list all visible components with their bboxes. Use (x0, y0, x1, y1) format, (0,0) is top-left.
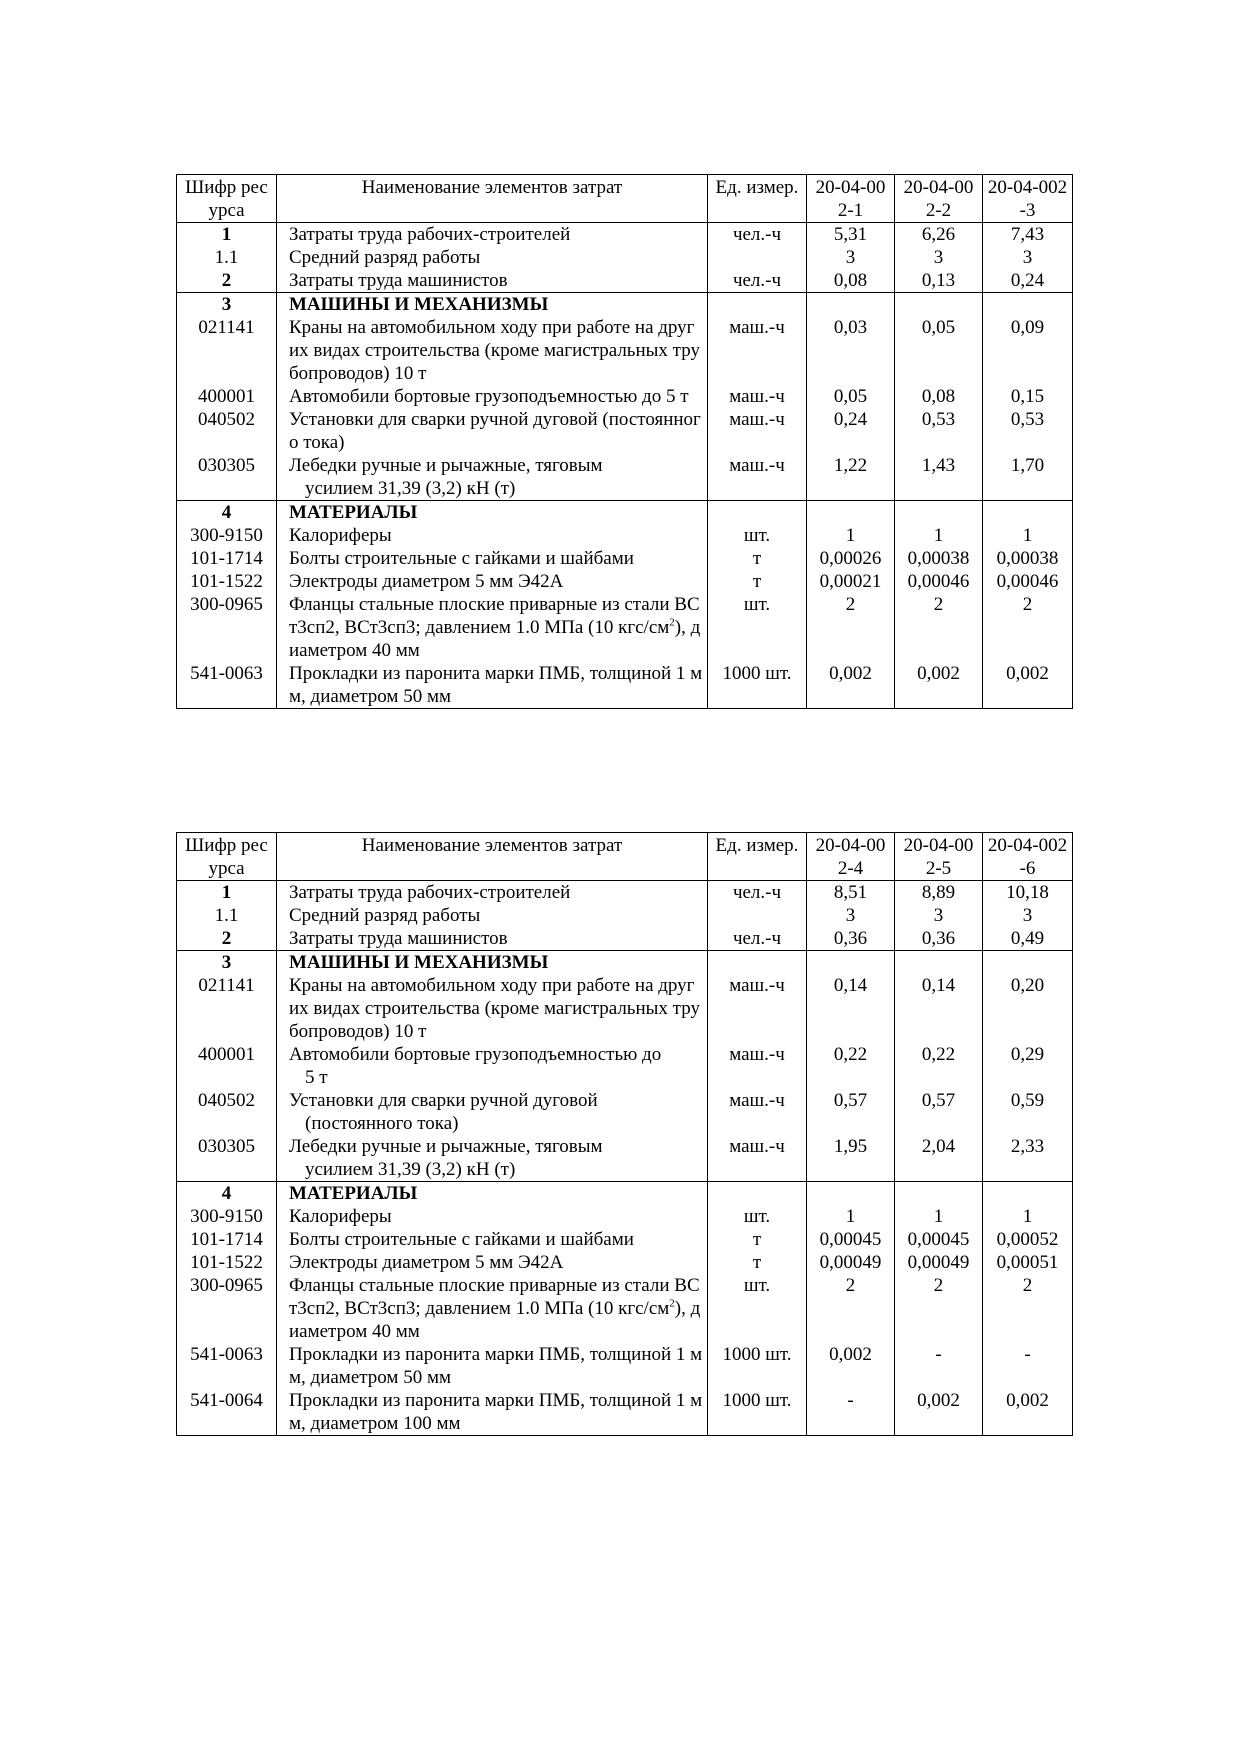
resource-code: 101-1714 (177, 547, 277, 570)
resource-name-text: МАШИНЫ И МЕХАНИЗМЫ (289, 952, 549, 973)
unit-cell: маш.-ч (708, 1135, 807, 1182)
table-row (177, 293, 1073, 317)
resource-code: 4 (177, 501, 277, 525)
row-group (177, 293, 1073, 501)
value-cell: 0,53 (895, 408, 983, 454)
value-cell: 0,14 (895, 974, 983, 1043)
resource-code: 021141 (177, 974, 277, 1043)
resource-name (277, 524, 708, 547)
resource-name (277, 501, 708, 525)
value-cell: 0,002 (895, 662, 983, 709)
resource-table-2 (176, 832, 1073, 1436)
unit-cell: 1000 шт. (708, 662, 807, 709)
unit-cell: маш.-ч (708, 1089, 807, 1135)
resource-name (277, 570, 708, 593)
resource-code: 1 (177, 223, 277, 247)
resource-code: 1.1 (177, 904, 277, 927)
table-row (177, 1389, 1073, 1436)
value-cell (983, 951, 1073, 975)
value-cell: 0,00049 (895, 1251, 983, 1274)
value-cell: - (983, 1343, 1073, 1389)
table-row (177, 662, 1073, 709)
resource-name-text: Средний разряд работы (289, 247, 481, 268)
resource-name-text: Прокладки из паронита марки ПМБ, толщиной 1 мм, диаметром 50 мм (289, 1344, 703, 1388)
value-cell: 0,49 (983, 927, 1073, 951)
value-cell: 0,00046 (895, 570, 983, 593)
resource-name (277, 881, 708, 905)
table-row (177, 1089, 1073, 1135)
resource-name-text: Фланцы стальные плоские приварные из стали ВСт3сп2, ВСт3сп3; давлением 1.0 МПа (10 кгс/$см^2$), диаметром 40 мм (289, 594, 701, 661)
value-cell: 0,00046 (983, 570, 1073, 593)
unit-cell: маш.-ч (708, 974, 807, 1043)
value-cell: 2 (895, 1274, 983, 1343)
value-cell: 0,57 (895, 1089, 983, 1135)
resource-code: 040502 (177, 408, 277, 454)
table-row (177, 951, 1073, 975)
table-row (177, 524, 1073, 547)
value-cell (895, 1182, 983, 1206)
resource-name-continuation: (постоянного тока) (305, 1113, 459, 1134)
value-cell: 1 (807, 1205, 895, 1228)
table-row (177, 1228, 1073, 1251)
name-header: Наименование элементов затрат (277, 175, 708, 223)
resource-name (277, 1205, 708, 1228)
value-cell: 3 (895, 904, 983, 927)
table-row (177, 904, 1073, 927)
resource-name (277, 408, 708, 454)
resource-name-continuation: усилием 31,39 (3,2) кН (т) (305, 478, 516, 499)
table-row (177, 974, 1073, 1043)
resource-name-text: Калориферы (289, 1206, 392, 1227)
table-row (177, 1343, 1073, 1389)
value-cell: 0,14 (807, 974, 895, 1043)
value-cell: 1,95 (807, 1135, 895, 1182)
resource-name-text: Затраты труда машинистов (289, 928, 508, 949)
resource-name-text: МАШИНЫ И МЕХАНИЗМЫ (289, 294, 549, 315)
unit-cell: 1000 шт. (708, 1343, 807, 1389)
code-header: Шифр ресурса (177, 833, 277, 881)
resource-name-continuation: усилием 31,39 (3,2) кН (т) (305, 1159, 516, 1180)
table-row (177, 1274, 1073, 1343)
resource-name (277, 223, 708, 247)
row-group (177, 881, 1073, 951)
value-cell: 0,00049 (807, 1251, 895, 1274)
value-cell: 0,002 (983, 662, 1073, 709)
value-cell: 1 (807, 524, 895, 547)
unit-cell (708, 904, 807, 927)
value-cell (983, 293, 1073, 317)
value-cell: 2 (983, 593, 1073, 662)
value-cell: 3 (983, 246, 1073, 269)
resource-name (277, 974, 708, 1043)
table-row (177, 547, 1073, 570)
value-cell: 0,08 (895, 385, 983, 408)
row-group (177, 951, 1073, 1182)
unit-cell: чел.-ч (708, 927, 807, 951)
value-cell: 8,89 (895, 881, 983, 905)
value-cell: 1,70 (983, 454, 1073, 501)
table-header (177, 175, 1073, 223)
value-cell: 0,05 (895, 316, 983, 385)
table-row (177, 570, 1073, 593)
resource-code: 541-0064 (177, 1389, 277, 1436)
row-group (177, 501, 1073, 709)
resource-name (277, 1089, 708, 1135)
resource-code: 300-0965 (177, 593, 277, 662)
table-row (177, 1205, 1073, 1228)
resource-code: 300-9150 (177, 1205, 277, 1228)
table-header (177, 833, 1073, 881)
value-cell: 5,31 (807, 223, 895, 247)
unit-cell: маш.-ч (708, 1043, 807, 1089)
resource-name-text: Болты строительные с гайками и шайбами (289, 1229, 634, 1250)
value-cell (807, 293, 895, 317)
value-cell (895, 501, 983, 525)
value-cell (895, 951, 983, 975)
resource-name (277, 316, 708, 385)
value-cell (895, 293, 983, 317)
resource-name (277, 1343, 708, 1389)
table-row (177, 223, 1073, 247)
unit-header: Ед. измер. (708, 833, 807, 881)
resource-name-text: МАТЕРИАЛЫ (289, 1183, 418, 1204)
resource-table-1 (176, 174, 1073, 709)
value-cell: 1,22 (807, 454, 895, 501)
table-row (177, 385, 1073, 408)
value-cell: 2,33 (983, 1135, 1073, 1182)
value-cell: 0,002 (807, 662, 895, 709)
resource-code: 021141 (177, 316, 277, 385)
resource-name-text: Прокладки из паронита марки ПМБ, толщиной 1 мм, диаметром 100 мм (289, 1390, 703, 1434)
column-header: 20-04-002-1 (807, 175, 895, 223)
table-row (177, 1182, 1073, 1206)
resource-code: 101-1522 (177, 1251, 277, 1274)
resource-code: 300-9150 (177, 524, 277, 547)
value-cell: 2 (807, 593, 895, 662)
resource-name (277, 904, 708, 927)
value-cell: 0,002 (895, 1389, 983, 1436)
value-cell: 0,20 (983, 974, 1073, 1043)
unit-cell: маш.-ч (708, 385, 807, 408)
value-cell: 0,00045 (807, 1228, 895, 1251)
resource-name (277, 454, 708, 501)
table-row (177, 454, 1073, 501)
column-header: 20-04-002-2 (895, 175, 983, 223)
value-cell: 0,24 (807, 408, 895, 454)
value-cell: 0,22 (807, 1043, 895, 1089)
resource-name-text: МАТЕРИАЛЫ (289, 502, 418, 523)
value-cell: 3 (983, 904, 1073, 927)
unit-cell: маш.-ч (708, 316, 807, 385)
value-cell: 2 (983, 1274, 1073, 1343)
resource-name (277, 662, 708, 709)
unit-cell: т (708, 547, 807, 570)
value-cell: 2 (807, 1274, 895, 1343)
resource-name-text: Автомобили бортовые грузоподъемностью до 5 т (289, 386, 689, 407)
resource-name (277, 1228, 708, 1251)
resource-name (277, 927, 708, 951)
value-cell: 0,57 (807, 1089, 895, 1135)
table-row (177, 927, 1073, 951)
table-row (177, 1251, 1073, 1274)
unit-cell: чел.-ч (708, 269, 807, 293)
unit-cell: т (708, 1228, 807, 1251)
value-cell: 0,00021 (807, 570, 895, 593)
resource-name-text: Автомобили бортовые грузоподъемностью до (289, 1044, 662, 1065)
unit-cell: чел.-ч (708, 223, 807, 247)
resource-code: 3 (177, 951, 277, 975)
value-cell (807, 951, 895, 975)
table-row (177, 316, 1073, 385)
resource-name-text: Лебедки ручные и рычажные, тяговым (289, 1136, 603, 1157)
value-cell: 0,29 (983, 1043, 1073, 1089)
unit-cell: 1000 шт. (708, 1389, 807, 1436)
value-cell: 1 (983, 524, 1073, 547)
resource-code: 030305 (177, 1135, 277, 1182)
resource-name (277, 1182, 708, 1206)
resource-name-text: Фланцы стальные плоские приварные из стали ВСт3сп2, ВСт3сп3; давлением 1.0 МПа (10 кгс/$см^2$), диаметром 40 мм (289, 1275, 701, 1342)
column-header: 20-04-002-4 (807, 833, 895, 881)
value-cell: 0,36 (895, 927, 983, 951)
value-cell: 0,53 (983, 408, 1073, 454)
value-cell: 0,03 (807, 316, 895, 385)
value-cell: - (807, 1389, 895, 1436)
unit-cell: маш.-ч (708, 408, 807, 454)
table-row (177, 881, 1073, 905)
resource-code: 030305 (177, 454, 277, 501)
value-cell: 0,002 (807, 1343, 895, 1389)
resource-name-text: Краны на автомобильном ходу при работе на других видах строительства (кроме магистральных трубопроводов) 10 т (289, 975, 700, 1042)
resource-name-text: Затраты труда машинистов (289, 270, 508, 291)
table-row (177, 246, 1073, 269)
value-cell: 7,43 (983, 223, 1073, 247)
value-cell: 0,09 (983, 316, 1073, 385)
value-cell: 2,04 (895, 1135, 983, 1182)
value-cell: 0,08 (807, 269, 895, 293)
value-cell (807, 501, 895, 525)
value-cell: 2 (895, 593, 983, 662)
value-cell: 0,00045 (895, 1228, 983, 1251)
resource-name (277, 293, 708, 317)
unit-cell (708, 501, 807, 525)
resource-code: 400001 (177, 1043, 277, 1089)
resource-code: 1 (177, 881, 277, 905)
resource-name (277, 269, 708, 293)
code-header: Шифр ресурса (177, 175, 277, 223)
value-cell: 3 (807, 904, 895, 927)
unit-cell: шт. (708, 524, 807, 547)
unit-cell: шт. (708, 1205, 807, 1228)
value-cell: 8,51 (807, 881, 895, 905)
resource-name (277, 1251, 708, 1274)
resource-name (277, 547, 708, 570)
value-cell: 0,59 (983, 1089, 1073, 1135)
resource-name-text: Электроды диаметром 5 мм Э42А (289, 571, 564, 592)
value-cell: 3 (895, 246, 983, 269)
unit-cell: шт. (708, 1274, 807, 1343)
resource-name-text: Установки для сварки ручной дуговой (постоянного тока) (289, 409, 701, 453)
table-row (177, 593, 1073, 662)
table-row (177, 501, 1073, 525)
resource-name-text: Электроды диаметром 5 мм Э42А (289, 1252, 564, 1273)
value-cell: 0,00026 (807, 547, 895, 570)
resource-code: 541-0063 (177, 662, 277, 709)
value-cell: 0,24 (983, 269, 1073, 293)
value-cell: 0,05 (807, 385, 895, 408)
column-header: 20-04-002-3 (983, 175, 1073, 223)
value-cell: 0,15 (983, 385, 1073, 408)
value-cell: 0,00038 (895, 547, 983, 570)
resource-code: 3 (177, 293, 277, 317)
unit-cell (708, 246, 807, 269)
unit-cell: чел.-ч (708, 881, 807, 905)
value-cell: 0,00038 (983, 547, 1073, 570)
row-group (177, 1182, 1073, 1436)
resource-code: 400001 (177, 385, 277, 408)
unit-header: Ед. измер. (708, 175, 807, 223)
resource-name (277, 1043, 708, 1089)
value-cell (807, 1182, 895, 1206)
table-row (177, 269, 1073, 293)
value-cell: 1,43 (895, 454, 983, 501)
resource-code: 101-1522 (177, 570, 277, 593)
table-row (177, 1135, 1073, 1182)
value-cell: - (895, 1343, 983, 1389)
unit-cell: т (708, 1251, 807, 1274)
value-cell: 0,13 (895, 269, 983, 293)
unit-cell: т (708, 570, 807, 593)
value-cell: 6,26 (895, 223, 983, 247)
value-cell: 1 (895, 524, 983, 547)
resource-name-text: Затраты труда рабочих-строителей (289, 224, 571, 245)
table-row (177, 1043, 1073, 1089)
resource-code: 2 (177, 927, 277, 951)
value-cell: 0,00051 (983, 1251, 1073, 1274)
value-cell (983, 1182, 1073, 1206)
unit-cell (708, 951, 807, 975)
resource-code: 1.1 (177, 246, 277, 269)
resource-name (277, 1389, 708, 1436)
resource-name (277, 1274, 708, 1343)
resource-name (277, 246, 708, 269)
column-header: 20-04-002-6 (983, 833, 1073, 881)
resource-code: 040502 (177, 1089, 277, 1135)
resource-code: 2 (177, 269, 277, 293)
row-group (177, 223, 1073, 293)
value-cell: 1 (983, 1205, 1073, 1228)
resource-code: 541-0063 (177, 1343, 277, 1389)
resource-name (277, 951, 708, 975)
resource-code: 4 (177, 1182, 277, 1206)
resource-name-text: Болты строительные с гайками и шайбами (289, 548, 634, 569)
resource-name-text: Затраты труда рабочих-строителей (289, 882, 571, 903)
resource-name-text: Калориферы (289, 525, 392, 546)
resource-name (277, 385, 708, 408)
resource-name-text: Прокладки из паронита марки ПМБ, толщиной 1 мм, диаметром 50 мм (289, 663, 703, 707)
name-header: Наименование элементов затрат (277, 833, 708, 881)
value-cell (983, 501, 1073, 525)
resource-name-text: Лебедки ручные и рычажные, тяговым (289, 455, 603, 476)
resource-code: 101-1714 (177, 1228, 277, 1251)
column-header: 20-04-002-5 (895, 833, 983, 881)
resource-name (277, 593, 708, 662)
resource-name (277, 1135, 708, 1182)
unit-cell (708, 1182, 807, 1206)
value-cell: 0,22 (895, 1043, 983, 1089)
value-cell: 0,002 (983, 1389, 1073, 1436)
unit-cell: маш.-ч (708, 454, 807, 501)
unit-cell (708, 293, 807, 317)
unit-cell: шт. (708, 593, 807, 662)
value-cell: 1 (895, 1205, 983, 1228)
resource-name-continuation: 5 т (305, 1067, 328, 1088)
value-cell: 3 (807, 246, 895, 269)
value-cell: 0,36 (807, 927, 895, 951)
resource-code: 300-0965 (177, 1274, 277, 1343)
value-cell: 10,18 (983, 881, 1073, 905)
resource-name-text: Краны на автомобильном ходу при работе на других видах строительства (кроме магистральных трубопроводов) 10 т (289, 317, 700, 384)
resource-name-text: Средний разряд работы (289, 905, 481, 926)
table-row (177, 408, 1073, 454)
resource-name-text: Установки для сварки ручной дуговой (289, 1090, 598, 1111)
value-cell: 0,00052 (983, 1228, 1073, 1251)
